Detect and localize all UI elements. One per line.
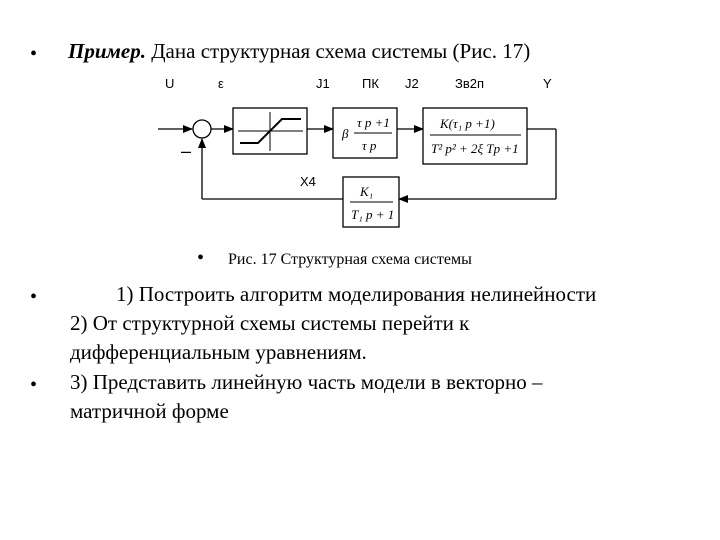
label-x4: X4 [300, 174, 316, 189]
plant-numerator: K(τ₁ p +1) [440, 116, 495, 131]
label-j1: J1 [316, 76, 330, 91]
summing-junction [193, 120, 211, 138]
label-pk: ПК [362, 76, 379, 91]
feedback-denominator: T₁ p + 1 [351, 207, 395, 222]
task-line-2: 2) От структурной схемы системы перейти к [70, 311, 470, 335]
minus-sign: – [181, 141, 192, 161]
plant-denominator: T² p² + 2ξ Tp +1 [431, 141, 519, 156]
task-line-4: 3) Представить линейную часть модели в векторно – [70, 370, 543, 394]
pk-numerator: τ p +1 [357, 115, 390, 130]
header-bullet: • [30, 43, 38, 65]
pk-beta: β [342, 126, 349, 141]
label-zvp: Зв2п [455, 76, 485, 91]
example-label: Пример. [68, 39, 146, 63]
task-line-3: дифференциальным уравнениям. [70, 340, 367, 364]
task-line-5: матричной форме [70, 399, 229, 423]
caption-bullet: • [197, 247, 205, 269]
pk-denominator: τ p [362, 138, 377, 153]
task-bullet-2: • [30, 374, 38, 396]
label-u: U [165, 76, 175, 91]
label-eps: ε [218, 76, 224, 91]
label-y: Y [543, 76, 552, 91]
task-line-1: 1) Построить алгоритм моделирования нелинейности [116, 282, 597, 306]
label-j2: J2 [405, 76, 419, 91]
header-text: Дана структурная схема системы (Рис. 17) [145, 39, 531, 63]
task-bullet-1: • [30, 286, 38, 308]
feedback-numerator: K₁ [360, 184, 374, 199]
figure-caption: Рис. 17 Структурная схема системы [228, 251, 472, 268]
